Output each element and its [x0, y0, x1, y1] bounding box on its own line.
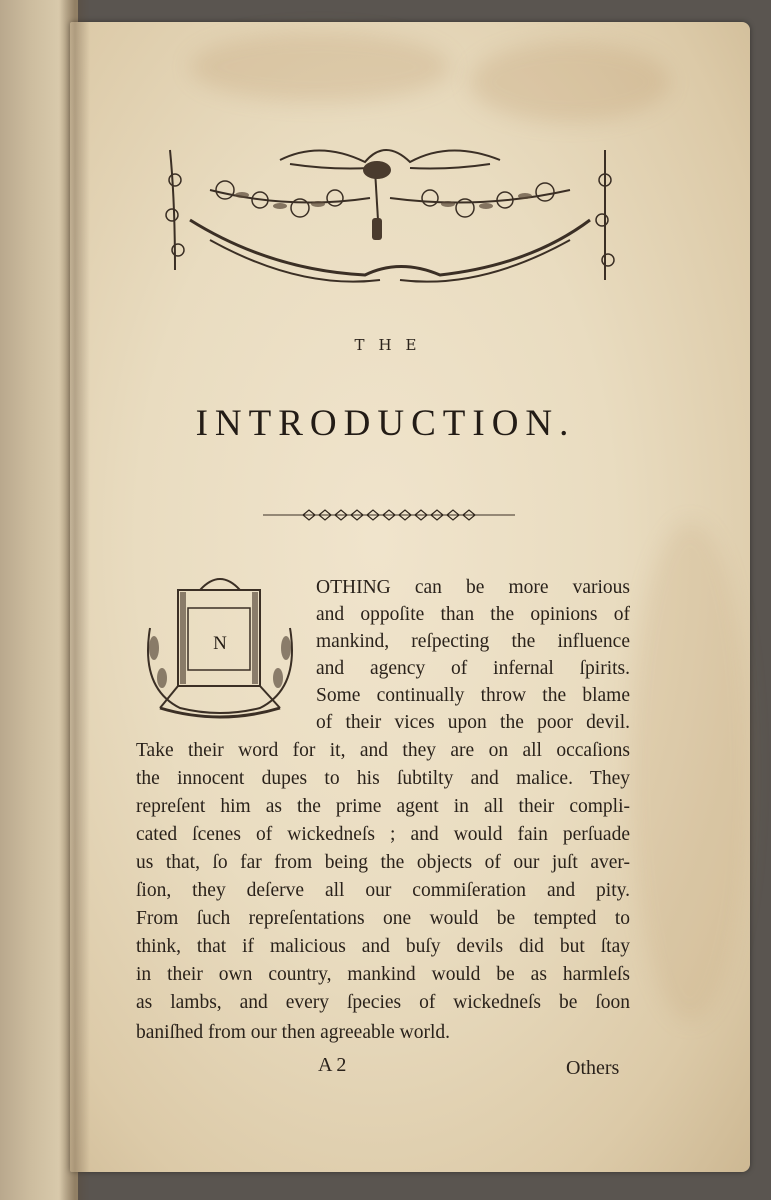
- signature-mark: A 2: [318, 1054, 347, 1076]
- body-line: of their vices upon the poor devil.: [316, 712, 630, 733]
- ribbon-garland-ornament-icon: [150, 140, 630, 300]
- body-line: and agency of infernal ſpirits.: [316, 658, 630, 679]
- body-line: us that, ſo far from being the objects of our juſt aver-: [136, 852, 630, 873]
- body-line: Take their word for it, and they are on all occaſions: [136, 740, 630, 761]
- dropcap-letter: N: [213, 633, 227, 654]
- heading-the: THE: [354, 336, 431, 354]
- decorative-rule-icon: [263, 508, 515, 522]
- body-line: From ſuch repreſentations one would be tempted to: [136, 908, 630, 929]
- body-line: Some continually throw the blame: [316, 685, 630, 706]
- body-line: the innocent dupes to his ſubtilty and malice. They: [136, 768, 630, 789]
- body-line: repreſent him as the prime agent in all their compli-: [136, 796, 630, 817]
- body-line: ſion, they deſerve all our commiſeration and pity.: [136, 880, 630, 901]
- body-line: mankind, reſpecting the influence: [316, 631, 630, 652]
- body-line: think, that if malicious and buſy devils did but ſtay: [136, 936, 630, 957]
- body-line: baniſhed from our then agreeable world.: [136, 1022, 451, 1043]
- spine-shadow: [60, 0, 90, 1200]
- body-line: in their own country, mankind would be as harmleſs: [136, 964, 630, 985]
- page-title: INTRODUCTION.: [195, 403, 576, 444]
- body-line: and oppoſite than the opinions of: [316, 604, 630, 625]
- body-line: cated ſcenes of wickedneſs ; and would fain perſuade: [136, 824, 630, 845]
- catchword: Others: [566, 1057, 620, 1079]
- body-line: as lambs, and every ſpecies of wickedneſs be ſoon: [136, 992, 630, 1013]
- body-line: OTHING can be more various: [316, 577, 630, 598]
